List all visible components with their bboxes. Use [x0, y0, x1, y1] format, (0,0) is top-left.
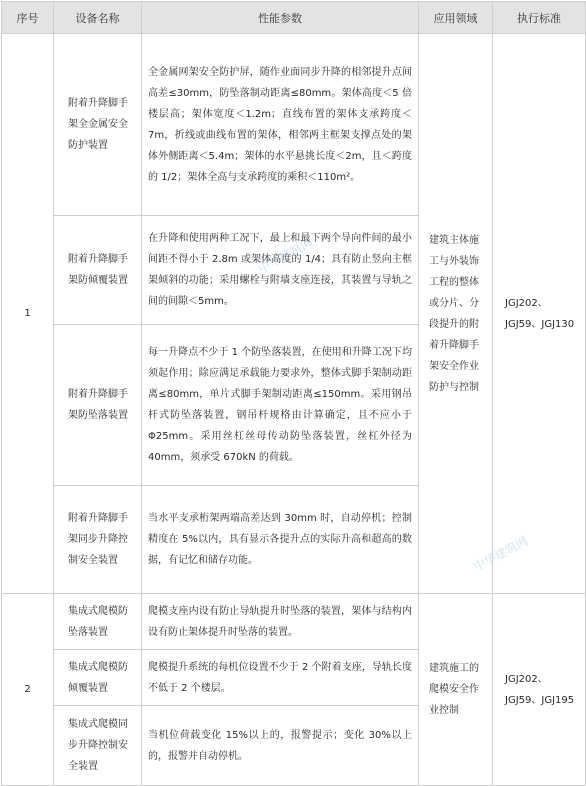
table-row	[2, 594, 586, 650]
equipment-name: 附着升降脚手架防倾覆装置	[54, 216, 142, 325]
group-seq: 1	[2, 34, 54, 594]
performance-params: 当水平支承桁架两端高差达到 30mm 时，自动停机；控制精度在 5%以内，具有显示各提升点的实际升高和超高的数据，有记忆和储存功能。	[142, 486, 419, 594]
equipment-name: 集成式爬模防倾覆装置	[54, 650, 142, 706]
equipment-name: 附着升降脚手架全金属安全防护装置	[54, 34, 142, 216]
watermark: 中华建筑网	[255, 235, 316, 277]
equipment-name: 附着升降脚手架防坠落装置	[54, 325, 142, 486]
application-field: 建筑主体施工与外装饰工程的整体或分片、分段提升的附着升降脚手架安全作业防护与控制	[419, 34, 493, 594]
header-row	[2, 2, 586, 34]
table-row	[2, 34, 586, 216]
header-standard: 执行标准	[493, 2, 586, 34]
application-field: 建筑施工的爬模安全作业控制	[419, 594, 493, 786]
performance-params: 爬模提升系统的每机位设置不少于 2 个附着支座，导轨长度不低于 2 个楼层。	[142, 650, 419, 706]
performance-params: 全金属网架安全防护屏，随作业面同步升降的相邻提升点间高差≤30mm，防坠落制动距离≤80mm。架体高度＜5 倍楼层高；架体宽度＜1.2m；直线布置的架体支承跨度＜7m，折线或曲线布置的架体，相邻两主框架支撑点处的架体外侧距离＜5.4m；架体的水平悬挑长度＜2m，且＜跨度的 1/2；架体全高与支承跨度的乘积＜110m²。	[142, 34, 419, 216]
execution-standard: JGJ202、JGJ59、JGJ130	[493, 34, 586, 594]
header-params: 性能参数	[142, 2, 419, 34]
watermark: 中华建筑网	[470, 533, 531, 575]
header-field: 应用领域	[419, 2, 493, 34]
performance-params: 爬模支座内设有防止导轨提升时坠落的装置，架体与结构内设有防止架体提升时坠落的装置。	[142, 594, 419, 650]
header-name: 设备名称	[54, 2, 142, 34]
performance-params: 当机位荷载变化 15%以上的，报警提示；变化 30%以上的，报警并自动停机。	[142, 706, 419, 786]
performance-params: 每一升降点不少于 1 个防坠落装置，在使用和升降工况下均须起作用；除应满足承载能力要求外，整体式脚手架制动距离≤80mm，单片式脚手架制动距离≤150mm。采用钢吊杆式防坠落装置，钢吊杆规格由计算确定，且不应小于Φ25mm。采用丝杠丝母传动防坠落装置，丝杠外径为 40mm，须承受 670kN 的荷载。	[142, 325, 419, 486]
equipment-name: 集成式爬模防坠落装置	[54, 594, 142, 650]
header-seq: 序号	[2, 2, 54, 34]
execution-standard: JGJ202、JGJ59、JGJ195	[493, 594, 586, 786]
equipment-table	[1, 1, 586, 786]
group-seq: 2	[2, 594, 54, 786]
equipment-name: 集成式爬模同步升降控制安全装置	[54, 706, 142, 786]
performance-params: 在升降和使用两种工况下，最上和最下两个导向件间的最小间距不得小于 2.8m 或架体高度的 1/4；具有防止竖向主框架倾斜的功能；采用螺栓与附墙支座连接，其装置与导轨之间的间隙＜5mm。	[142, 216, 419, 325]
equipment-name: 附着升降脚手架同步升降控制安全装置	[54, 486, 142, 594]
